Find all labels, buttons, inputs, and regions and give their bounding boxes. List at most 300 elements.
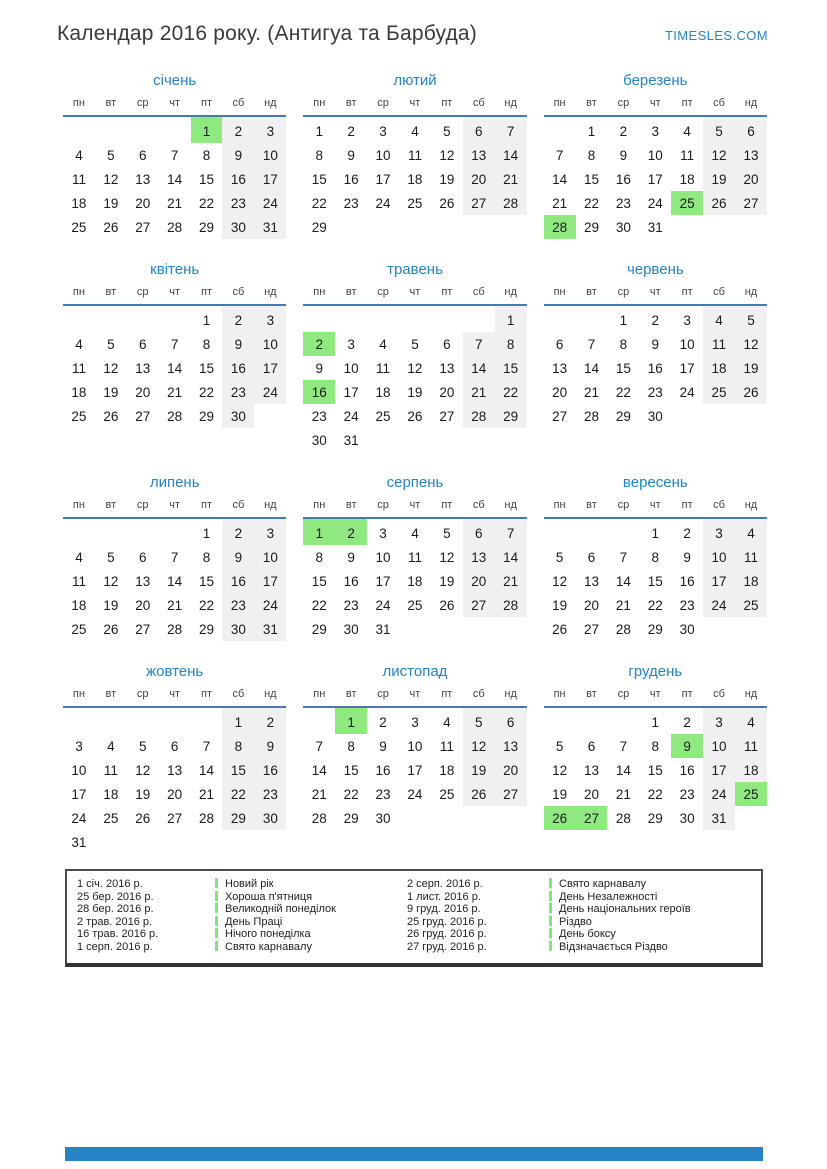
date-cell: 16 <box>615 171 631 187</box>
date-cell: 18 <box>679 171 695 187</box>
month-title: листопад <box>382 663 448 680</box>
date-cell: 7 <box>463 332 495 356</box>
date-cell: 11 <box>439 738 454 754</box>
day-header: пн <box>303 686 335 707</box>
date-cell: 8 <box>651 549 660 565</box>
day-header: сб <box>463 497 495 518</box>
date-cell <box>735 806 767 830</box>
date-cell: 12 <box>103 171 119 187</box>
date-cell: 25 <box>439 786 455 802</box>
day-header: нд <box>495 686 527 707</box>
date-cell: 30 <box>222 404 254 428</box>
date-cell: 12 <box>135 762 151 778</box>
date-cell <box>544 518 576 545</box>
date-cell: 9 <box>315 360 324 376</box>
date-cell: 15 <box>311 573 327 589</box>
date-cell: 28 <box>198 810 215 826</box>
date-cell: 19 <box>439 573 455 589</box>
date-cell: 25 <box>671 191 703 215</box>
day-header: сб <box>463 686 495 707</box>
day-header: пт <box>671 95 703 116</box>
date-cell: 24 <box>703 593 735 617</box>
date-cell: 14 <box>167 573 183 589</box>
date-cell: 30 <box>311 432 327 448</box>
site-link[interactable]: TIMESLES.COM <box>664 28 768 43</box>
date-cell: 26 <box>544 806 576 830</box>
date-cell: 10 <box>375 147 391 163</box>
holiday-tick-icon <box>215 916 218 926</box>
date-cell: 30 <box>343 621 359 637</box>
date-cell: 4 <box>75 549 83 565</box>
date-cell: 16 <box>222 356 254 380</box>
date-cell: 3 <box>254 116 286 143</box>
date-cell: 16 <box>343 573 359 589</box>
date-cell: 18 <box>439 762 455 778</box>
legend-entry <box>549 891 755 904</box>
date-cell: 18 <box>71 195 87 211</box>
date-cell: 4 <box>107 738 115 754</box>
date-cell: 24 <box>647 195 663 211</box>
month-title: жовтень <box>146 663 204 680</box>
date-cell: 28 <box>167 408 183 424</box>
date-cell: 3 <box>683 312 691 328</box>
day-header: чт <box>159 95 191 116</box>
date-cell <box>463 806 495 830</box>
day-header: сб <box>703 284 735 305</box>
date-cell: 31 <box>647 219 663 235</box>
month-calendar <box>63 686 286 854</box>
date-cell: 2 <box>683 714 691 730</box>
day-header: пт <box>191 284 223 305</box>
month-9 <box>544 474 767 641</box>
month-calendar <box>544 95 767 239</box>
date-cell: 4 <box>75 147 83 163</box>
date-cell: 5 <box>443 525 451 541</box>
date-cell: 24 <box>71 810 87 826</box>
legend-date: 1 серп. 2016 р. <box>77 940 153 953</box>
day-header: пн <box>544 686 576 707</box>
day-header: пн <box>544 95 576 116</box>
date-cell <box>254 404 286 428</box>
page-header <box>0 0 827 46</box>
date-cell: 14 <box>495 143 527 167</box>
day-header: сб <box>703 686 735 707</box>
date-cell: 17 <box>703 758 735 782</box>
date-cell: 11 <box>71 171 86 187</box>
day-header: вт <box>335 284 367 305</box>
date-cell: 13 <box>495 734 527 758</box>
day-header: нд <box>254 497 286 518</box>
date-cell: 18 <box>71 384 87 400</box>
date-cell: 7 <box>619 738 628 754</box>
date-cell <box>159 305 191 332</box>
date-cell: 6 <box>587 738 596 754</box>
legend-name: День Праці <box>225 915 283 928</box>
day-header: пт <box>671 284 703 305</box>
date-cell: 5 <box>411 336 419 352</box>
date-cell: 4 <box>411 525 419 541</box>
date-cell <box>127 518 159 545</box>
date-cell: 2 <box>222 518 254 545</box>
date-cell: 29 <box>198 621 215 637</box>
date-cell: 8 <box>619 336 628 352</box>
date-cell: 8 <box>651 738 660 754</box>
date-cell: 3 <box>254 305 286 332</box>
date-cell: 22 <box>198 597 215 613</box>
date-cell <box>367 305 399 332</box>
day-header: пт <box>191 686 223 707</box>
date-cell: 23 <box>343 195 359 211</box>
date-cell: 23 <box>647 384 663 400</box>
date-cell: 29 <box>495 404 527 428</box>
date-cell: 22 <box>198 195 215 211</box>
date-cell <box>222 830 254 854</box>
date-cell: 1 <box>191 116 223 143</box>
date-cell: 30 <box>679 621 695 637</box>
day-header: чт <box>159 284 191 305</box>
date-cell <box>576 707 608 734</box>
day-header: чт <box>639 95 671 116</box>
months-grid <box>63 72 767 854</box>
holiday-tick-icon <box>215 903 218 913</box>
date-cell: 11 <box>71 573 86 589</box>
date-cell: 19 <box>135 786 151 802</box>
date-cell: 4 <box>411 123 419 139</box>
legend-name: Свято карнавалу <box>559 878 646 890</box>
date-cell: 11 <box>407 147 422 163</box>
day-header: пт <box>671 686 703 707</box>
date-cell: 14 <box>167 171 183 187</box>
date-cell: 26 <box>103 219 119 235</box>
date-cell: 26 <box>703 191 735 215</box>
date-cell <box>127 707 159 734</box>
date-cell: 5 <box>555 549 564 565</box>
date-cell: 21 <box>167 597 183 613</box>
date-cell: 5 <box>735 305 767 332</box>
date-cell: 11 <box>680 147 695 163</box>
date-cell: 10 <box>703 545 735 569</box>
date-cell <box>703 215 735 239</box>
date-cell: 20 <box>439 384 455 400</box>
holiday-tick-icon <box>215 941 218 951</box>
date-cell: 27 <box>135 621 151 637</box>
date-cell: 26 <box>439 195 455 211</box>
legend-name: Відзначається Різдво <box>559 940 668 953</box>
date-cell: 5 <box>138 738 147 754</box>
date-cell <box>63 518 95 545</box>
date-cell: 12 <box>103 360 119 376</box>
date-cell: 5 <box>555 738 564 754</box>
date-cell: 26 <box>103 408 119 424</box>
date-cell: 23 <box>222 593 254 617</box>
day-header: нд <box>735 95 767 116</box>
month-title: березень <box>623 72 688 89</box>
month-calendar <box>544 686 767 830</box>
date-cell <box>576 518 608 545</box>
month-title: грудень <box>628 663 683 680</box>
date-cell: 21 <box>167 195 183 211</box>
date-cell <box>367 215 399 239</box>
date-cell: 24 <box>343 408 359 424</box>
month-title: січень <box>153 72 197 89</box>
date-cell: 3 <box>75 738 83 754</box>
date-cell: 30 <box>254 806 286 830</box>
date-cell: 3 <box>379 525 387 541</box>
legend-entry <box>549 928 755 941</box>
date-cell: 22 <box>198 384 215 400</box>
day-header: ср <box>607 284 639 305</box>
date-cell: 10 <box>343 360 359 376</box>
date-cell <box>63 116 95 143</box>
day-header: чт <box>639 284 671 305</box>
date-cell: 25 <box>71 408 87 424</box>
date-cell: 10 <box>254 545 286 569</box>
date-cell: 23 <box>254 782 286 806</box>
date-cell: 5 <box>463 707 495 734</box>
date-cell: 9 <box>347 549 355 565</box>
date-cell <box>544 707 576 734</box>
date-cell: 26 <box>407 408 423 424</box>
date-cell: 22 <box>495 380 527 404</box>
day-header: сб <box>222 95 254 116</box>
date-cell: 23 <box>311 408 327 424</box>
date-cell: 27 <box>135 219 151 235</box>
legend-entry <box>215 891 407 904</box>
legend-date: 16 трав. 2016 р. <box>77 928 159 941</box>
date-cell: 23 <box>343 597 359 613</box>
date-cell: 21 <box>311 786 327 802</box>
date-cell <box>671 215 703 239</box>
date-cell: 9 <box>619 147 628 163</box>
day-header: ср <box>607 686 639 707</box>
date-cell: 25 <box>735 782 767 806</box>
day-header: сб <box>463 95 495 116</box>
date-cell: 22 <box>311 195 327 211</box>
date-cell: 27 <box>583 621 599 637</box>
date-cell <box>735 404 767 428</box>
date-cell <box>95 116 127 143</box>
date-cell: 16 <box>222 569 254 593</box>
month-10 <box>63 663 286 854</box>
date-cell <box>431 428 463 452</box>
date-cell: 17 <box>703 569 735 593</box>
date-cell: 29 <box>311 219 327 235</box>
date-cell: 2 <box>619 123 628 139</box>
date-cell: 1 <box>315 123 324 139</box>
date-cell <box>495 215 527 239</box>
date-cell: 30 <box>222 215 254 239</box>
date-cell: 11 <box>735 545 767 569</box>
legend-entry <box>215 916 407 929</box>
date-cell <box>431 305 463 332</box>
date-cell <box>735 215 767 239</box>
date-cell: 19 <box>552 597 568 613</box>
date-cell: 23 <box>679 786 695 802</box>
date-cell: 20 <box>167 786 183 802</box>
day-header: нд <box>495 284 527 305</box>
date-cell: 21 <box>167 384 183 400</box>
date-cell: 6 <box>735 116 767 143</box>
month-title: червень <box>626 261 684 278</box>
date-cell: 29 <box>615 408 631 424</box>
date-cell: 28 <box>615 621 631 637</box>
day-header: ср <box>367 497 399 518</box>
month-calendar <box>544 497 767 641</box>
date-cell: 29 <box>311 621 327 637</box>
date-cell: 20 <box>135 384 151 400</box>
date-cell: 25 <box>703 380 735 404</box>
date-cell: 3 <box>651 123 660 139</box>
date-cell: 28 <box>615 810 631 826</box>
date-cell: 22 <box>222 782 254 806</box>
date-cell: 22 <box>311 597 327 613</box>
date-cell: 5 <box>443 123 451 139</box>
holiday-tick-icon <box>549 891 552 901</box>
date-cell: 13 <box>583 762 599 778</box>
date-cell <box>399 806 431 830</box>
date-cell: 8 <box>202 147 211 163</box>
legend-date: 28 бер. 2016 р. <box>77 903 154 916</box>
day-header: вт <box>95 686 127 707</box>
date-cell: 25 <box>71 621 87 637</box>
day-header: вт <box>576 497 608 518</box>
date-cell: 1 <box>222 707 254 734</box>
date-cell: 14 <box>552 171 568 187</box>
date-cell <box>463 215 495 239</box>
date-cell: 1 <box>587 123 596 139</box>
day-header: ср <box>367 95 399 116</box>
day-header: нд <box>495 497 527 518</box>
date-cell: 17 <box>343 384 359 400</box>
day-header: чт <box>639 686 671 707</box>
date-cell: 15 <box>198 171 215 187</box>
date-cell: 23 <box>222 191 254 215</box>
date-cell: 15 <box>615 360 631 376</box>
day-header: пт <box>191 497 223 518</box>
date-cell: 17 <box>254 356 286 380</box>
date-cell: 21 <box>463 380 495 404</box>
date-cell: 3 <box>703 518 735 545</box>
date-cell: 14 <box>615 762 631 778</box>
day-header: пн <box>63 686 95 707</box>
date-cell: 21 <box>495 569 527 593</box>
date-cell <box>431 617 463 641</box>
date-cell: 28 <box>463 404 495 428</box>
date-cell: 26 <box>552 621 568 637</box>
date-cell <box>191 830 223 854</box>
date-cell: 2 <box>347 123 355 139</box>
date-cell: 19 <box>463 758 495 782</box>
date-cell: 29 <box>583 219 599 235</box>
date-cell: 14 <box>583 360 599 376</box>
date-cell: 16 <box>679 573 695 589</box>
holiday-tick-icon <box>549 928 552 938</box>
date-cell: 13 <box>135 171 151 187</box>
day-header: пт <box>191 95 223 116</box>
date-cell: 5 <box>107 147 115 163</box>
date-cell: 13 <box>167 762 183 778</box>
date-cell <box>303 707 335 734</box>
date-cell: 31 <box>375 621 391 637</box>
date-cell: 17 <box>254 569 286 593</box>
date-cell: 20 <box>583 597 599 613</box>
date-cell: 5 <box>107 336 115 352</box>
date-cell: 24 <box>407 786 423 802</box>
date-cell: 2 <box>683 525 691 541</box>
footer-bar <box>65 1147 763 1161</box>
date-cell: 7 <box>495 116 527 143</box>
date-cell: 29 <box>198 219 215 235</box>
date-cell: 29 <box>198 408 215 424</box>
date-cell: 20 <box>135 195 151 211</box>
date-cell: 8 <box>495 332 527 356</box>
day-header: ср <box>127 497 159 518</box>
day-header: пн <box>303 284 335 305</box>
date-cell: 7 <box>555 147 564 163</box>
legend-entry <box>215 878 407 891</box>
date-cell: 25 <box>735 593 767 617</box>
date-cell <box>703 617 735 641</box>
day-header: вт <box>576 686 608 707</box>
date-cell: 15 <box>583 171 599 187</box>
legend-date: 25 бер. 2016 р. <box>77 890 154 903</box>
date-cell: 3 <box>347 336 355 352</box>
date-cell: 20 <box>463 569 495 593</box>
date-cell: 6 <box>555 336 564 352</box>
date-cell: 24 <box>254 380 286 404</box>
date-cell: 25 <box>103 810 119 826</box>
legend-entry <box>215 928 407 941</box>
date-cell: 18 <box>375 384 391 400</box>
month-calendar <box>303 95 526 239</box>
date-cell: 6 <box>138 549 147 565</box>
day-header: нд <box>735 497 767 518</box>
date-cell: 23 <box>615 195 631 211</box>
date-cell: 16 <box>375 762 391 778</box>
date-cell <box>254 830 286 854</box>
date-cell: 18 <box>703 356 735 380</box>
date-cell: 25 <box>71 219 87 235</box>
month-5 <box>303 261 526 452</box>
date-cell: 4 <box>735 707 767 734</box>
date-cell: 20 <box>552 384 568 400</box>
date-cell <box>399 617 431 641</box>
date-cell <box>367 428 399 452</box>
date-cell: 8 <box>315 549 324 565</box>
date-cell: 29 <box>647 810 663 826</box>
month-6 <box>544 261 767 452</box>
date-cell: 15 <box>198 360 215 376</box>
date-cell: 14 <box>198 762 215 778</box>
date-cell: 21 <box>615 597 631 613</box>
date-cell <box>399 305 431 332</box>
legend-name: День боксу <box>559 928 616 941</box>
date-cell: 22 <box>647 786 663 802</box>
date-cell <box>95 707 127 734</box>
date-cell <box>495 617 527 641</box>
date-cell <box>703 404 735 428</box>
date-cell: 9 <box>254 734 286 758</box>
date-cell: 19 <box>703 167 735 191</box>
date-cell: 22 <box>615 384 631 400</box>
page-title: Календар 2016 року. (Антигуа та Барбуда) <box>57 22 478 45</box>
date-cell: 2 <box>222 305 254 332</box>
date-cell: 25 <box>407 597 423 613</box>
date-cell: 30 <box>615 219 631 235</box>
date-cell: 7 <box>619 549 628 565</box>
day-header: нд <box>254 95 286 116</box>
date-cell: 8 <box>587 147 596 163</box>
